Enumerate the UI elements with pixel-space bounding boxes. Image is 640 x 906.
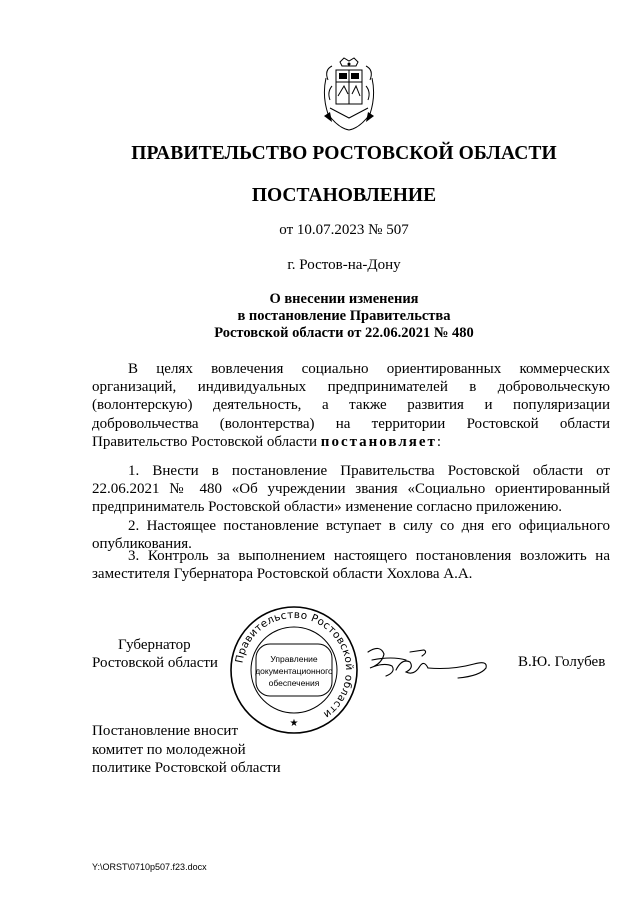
- decree-subject: [48, 291, 640, 342]
- subject-line-3: Ростовской области от 22.06.2021 № 480: [214, 325, 474, 341]
- subject-line-2: в постановление Правительства: [237, 308, 451, 324]
- preamble-colon: :: [436, 433, 442, 450]
- document-type-title: ПОСТАНОВЛЕНИЕ: [251, 185, 437, 206]
- government-title: ПРАВИТЕЛЬСТВО РОСТОВСКОЙ ОБЛАСТИ: [131, 143, 557, 164]
- note-line-2: комитет по молодежной: [92, 741, 246, 758]
- submitter-note: [92, 722, 281, 778]
- official-stamp: [228, 604, 360, 736]
- item-1-paragraph: 1. Внести в постановление Правительства Ростовской области от 22.06.2021 № 480 «Об учреждении звания «Социально ориентированный предприниматель Ростовской области» изменение согласно приложению.: [92, 463, 610, 516]
- preamble-resolves-word: постановляет: [320, 433, 437, 450]
- preamble-text: В целях вовлечения социально ориентированных коммерческих организаций, индивидуальных предпринимателей в добровольческую (волонтерскую) деятельность, а также развития и популяризации добровольчества (волонтерства) на территории Ростовской области Правительство Ростовской области: [92, 361, 610, 450]
- handwritten-signature: [362, 638, 492, 684]
- preamble-paragraph: [92, 360, 610, 451]
- note-line-1: Постановление вносит: [92, 723, 239, 739]
- position-line-1: Губернатор: [118, 637, 191, 653]
- stamp-line-3: обеспечения: [268, 678, 320, 688]
- signatory-name: В.Ю. Голубев: [518, 654, 606, 670]
- stamp-line-2: документационного: [255, 666, 333, 676]
- decree-date-number: от 10.07.2023 № 507: [279, 222, 409, 238]
- item-3-paragraph: 3. Контроль за выполнением настоящего постановления возложить на заместителя Губернатора Ростовской области Хохлова А.А.: [92, 548, 610, 583]
- position-line-2: Ростовской области: [92, 655, 218, 671]
- city-line: г. Ростов-на-Дону: [287, 257, 401, 273]
- stamp-star-icon: ★: [289, 718, 299, 729]
- note-line-3: политике Ростовской области: [92, 760, 281, 776]
- subject-line-1: О внесении изменения: [269, 291, 419, 307]
- file-path-footer: Y:\ORST\0710p507.f23.docx: [92, 862, 207, 872]
- stamp-ring-text: Правительство Ростовской области: [233, 608, 356, 721]
- signatory-position: [92, 636, 218, 672]
- coat-of-arms-icon: [318, 56, 380, 132]
- item-2-paragraph: 2. Настоящее постановление вступает в силу со дня его официального опубликования.: [92, 518, 610, 553]
- stamp-line-1: Управление: [270, 654, 318, 664]
